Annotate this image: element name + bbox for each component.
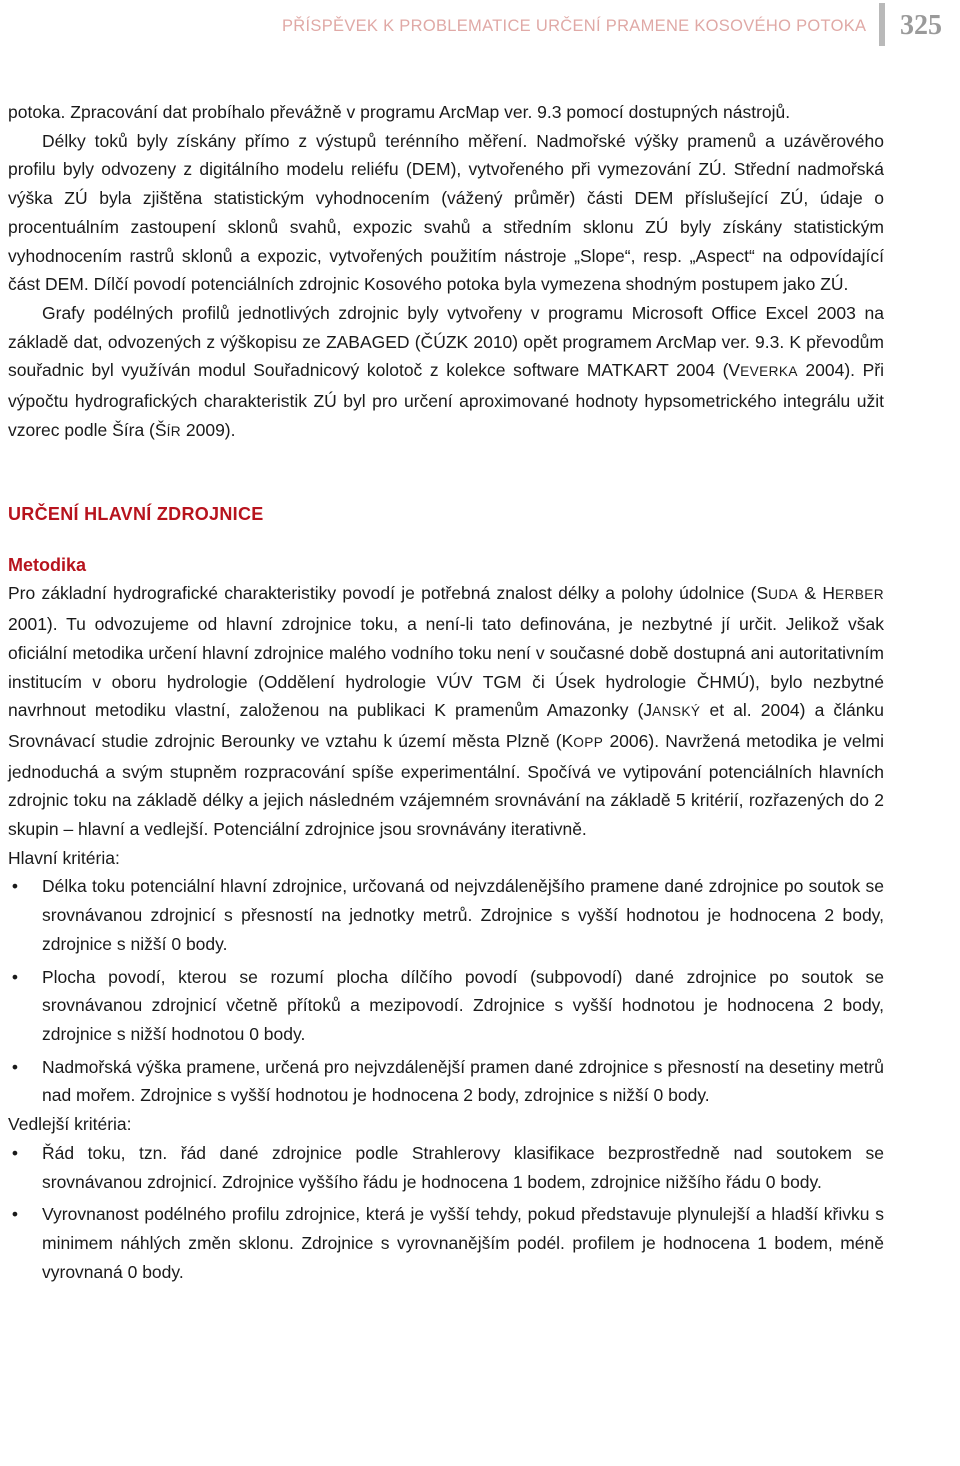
bullet-icon: • [11,1142,19,1163]
list-item: • Nadmořská výška pramene, určená pro nejvzdálenější pramen dané zdrojnice s přesností na desetiny metrů nad mořem. Zdrojnice s vyšší hodnotou je hodnocena 2 body, zdrojnice s nižší 0 body. [8,1053,884,1110]
paragraph-graphs: Grafy podélných profilů jednotlivých zdrojnic byly vytvořeny v programu Microsoft Office Excel 2003 na základě dat, odvozených z výškopisu ze ZABAGED (ČÚZK 2010) opět programem ArcMap ver. 9.3. K převodům souřadnic byl využíván modul Souřadnicový kolotoč z kolekce software MATKART 2004 (VEVERKA 2004). Při výpočtu hydrografických charakteristik ZÚ byl pro určení aproximované hodnoty hypsometrického integrálu užit vzorec podle Šíra (ŠÍR 2009). [8,302,884,440]
bullet-icon: • [11,876,19,897]
citation-jansky: JANSKÝ [643,700,701,721]
bullet-icon: • [11,1204,19,1225]
list-item: • Vyrovnanost podélného profilu zdrojnice, která je vyšší tehdy, pokud představuje plynulejší a hladší křivku s minimem náhlých změn sklonu. Zdrojnice s vyrovnanějším podél. profilem je hodnocena 1 bodem, méně vyrovnaná 0 body. [8,1200,884,1286]
paragraph-methodology: Pro základní hydrografické charakteristiky povodí je potřebná znalost délky a polohy údolnice (SUDA & HERBER 2001). Tu odvozujeme od hlavní zdrojnice toku, a není-li tato definována, je nezbytné jí určit. Jelikož však oficiální metodika určení hlavní zdrojnice malého vodního toku není v současné době dostupná ani autoritativním institucím v oboru hydrologie (Oddělení hydrologie VÚV TGM či Úsek hydrologie ČHMÚ), bylo nezbytné navrhnout metodiku vlastní, založenou na publikaci K pramenům Amazonky (JANSKÝ et al. 2004) a článku Srovnávací studie zdrojnic Berounky ve vztahu k území města Plzně (KOPP 2006). Navržená metodika je velmi jednoduchá a svým stupněm rozpracování spíše experimentální. Spočívá ve vytipování potenciálních hlavních zdrojnic toku na základě délky a jejich následném vzájemném srovnávání na základě 5 kritérií, rozřazených do 2 skupin – hlavní a vedlejší. Potenciální zdrojnice jsou srovnávány iterativně. [8,583,885,840]
running-title: PŘÍSPĚVEK K PROBLEMATICE URČENÍ PRAMENE KOSOVÉHO POTOKA [282,17,867,35]
main-criteria-list [8,872,884,1110]
secondary-criteria-list [8,1139,884,1287]
page-number: 325 [900,10,942,41]
paragraph-continuation: potoka. Zpracování dat probíhalo převážně v programu ArcMap ver. 9.3 pomocí dostupných nástrojů. [8,102,791,122]
secondary-criteria-label: Vedlejší kritéria: [8,1114,132,1135]
main-criteria-label: Hlavní kritéria: [8,847,120,868]
bullet-icon: • [11,966,19,987]
list-item: • Plocha povodí, kterou se rozumí plocha dílčího povodí (subpovodí) dané zdrojnice po soutok se srovnávanou zdrojnicí včetně přítoků a mezipovodí. Zdrojnice s vyšší hodnotou je hodnocena 2 body, zdrojnice s nižší hodnotou 0 body. [8,963,884,1049]
citation-suda: SUDA [756,583,799,604]
paragraph-data-sources: Délky toků byly získány přímo z výstupů terénního měření. Nadmořské výšky pramenů a uzávěrového profilu byly odvozeny z digitálního modelu reliéfu (DEM), vytvořeného při vymezování ZÚ. Střední nadmořská výška ZÚ byla zjištěna statistickým vyhodnocením (vážený průměr) části DEM příslušející ZÚ, údaje o procentuálním zastoupení sklonů svahů, expozic svahů a středním sklonu ZÚ byly získány statistickým vyhodnocením rastrů sklonů a expozic, vytvořených použitím nástroje „Slope“, resp. „Aspect“ na odpovídající část DEM. Dílčí povodí potenciálních zdrojnic Kosového potoka byla vymezena shodným postupem jako ZÚ. [8,130,884,295]
article-body [8,98,884,1286]
citation-sir: ŠÍR [154,419,182,440]
subheading-methodology: Metodika [8,555,87,576]
list-item: • Řád toku, tzn. řád dané zdrojnice podle Strahlerovy klasifikace bezprostředně nad soutokem se srovnávanou zdrojnicí. Zdrojnice vyššího řádu je hodnocena 1 bodem, zdrojnice nižšího řádu 0 body. [8,1139,884,1196]
citation-herber: HERBER [822,583,884,604]
header-divider [879,3,885,46]
bullet-icon: • [11,1056,19,1077]
citation-kopp: KOPP [561,730,604,751]
section-heading: URČENÍ HLAVNÍ ZDROJNICE [8,504,264,525]
citation-veverka: VEVERKA [728,360,798,381]
list-item: • Délka toku potenciální hlavní zdrojnice, určovaná od nejvzdálenějšího pramene dané zdrojnice po soutok se srovnávanou zdrojnicí s přesností na jednotky metrů. Zdrojnice s vyšší hodnotou je hodnocena 2 body, zdrojnice s nižší 0 body. [8,872,884,958]
page-header [0,0,960,60]
